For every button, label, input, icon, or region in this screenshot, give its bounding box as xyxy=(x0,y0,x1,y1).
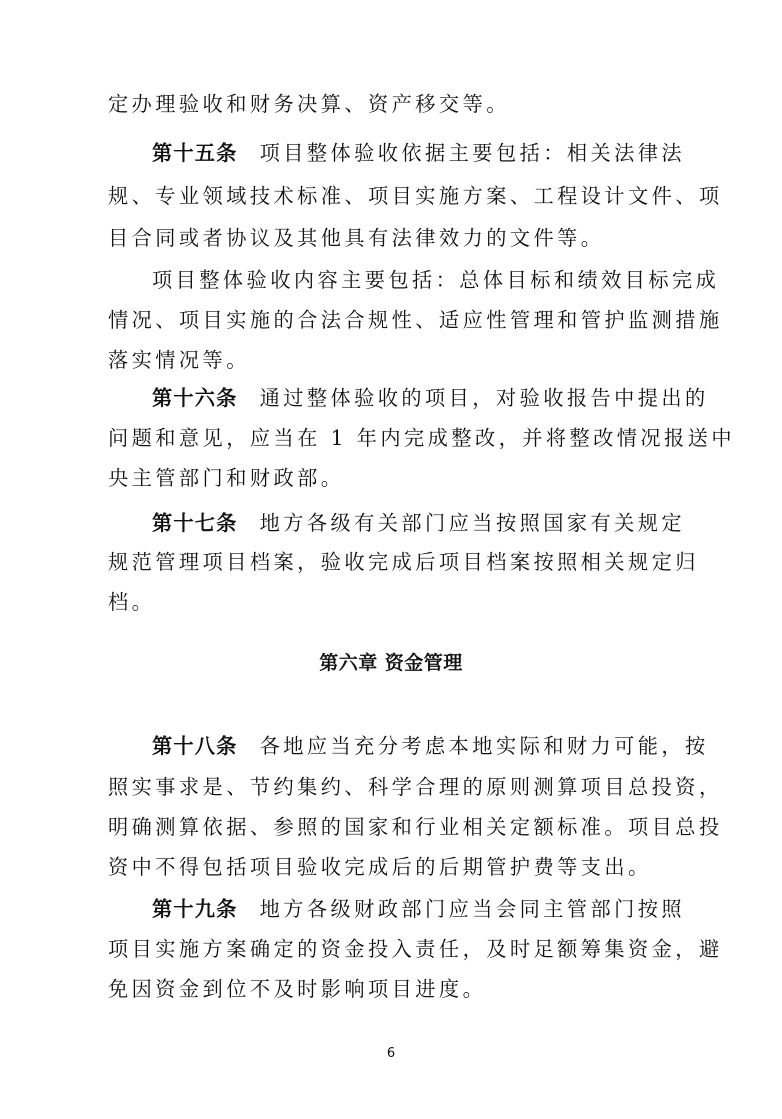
article-17-text-1: 地方各级有关部门应当按照国家有关规定 xyxy=(259,511,686,535)
article-18-line-4: 资中不得包括项目验收完成后的后期管护费等支出。 xyxy=(108,855,652,879)
article-18-text-1: 各地应当充分考虑本地实际和财力可能，按 xyxy=(259,734,709,758)
page-number: 6 xyxy=(386,1046,396,1061)
article-19-text-1: 地方各级财政部门应当会同主管部门按照 xyxy=(259,897,686,921)
article-16-line-3: 央主管部门和财政部。 xyxy=(108,466,345,490)
article-15-line-2: 规、专业领域技术标准、项目实施方案、工程设计文件、项 xyxy=(108,184,723,208)
article-18-line-2: 照实事求是、节约集约、科学合理的原则测算项目总投资， xyxy=(108,775,723,799)
article-16-line-2: 问题和意见，应当在 1 年内完成整改，并将整改情况报送中 xyxy=(108,426,735,450)
article-19-line-2: 项目实施方案确定的资金投入责任，及时足额筹集资金，避 xyxy=(108,937,723,961)
article-19-line-3: 免因资金到位不及时影响项目进度。 xyxy=(108,977,487,1001)
article-19-line-1 xyxy=(152,895,685,923)
continuation-line-1: 定办理验收和财务决算、资产移交等。 xyxy=(108,92,510,116)
article-17-label: 第十七条 xyxy=(152,511,238,535)
article-18-line-3: 明确测算依据、参照的国家和行业相关定额标准。项目总投 xyxy=(108,815,723,839)
article-15-line-1 xyxy=(152,139,685,167)
article-15-label: 第十五条 xyxy=(152,141,238,165)
article-15-para2-line-3: 落实情况等。 xyxy=(108,348,250,372)
article-15-text-1: 项目整体验收依据主要包括：相关法律法 xyxy=(259,141,686,165)
article-15-para2-line-2: 情况、项目实施的合法合规性、适应性管理和管护监测措施 xyxy=(108,308,723,332)
article-16-text-1: 通过整体验收的项目，对验收报告中提出的 xyxy=(259,386,709,410)
chapter-heading: 第六章 资金管理 xyxy=(319,652,463,674)
article-18-line-1 xyxy=(152,732,709,760)
article-18-label: 第十八条 xyxy=(152,734,238,758)
article-17-line-3: 档。 xyxy=(108,590,156,614)
article-16-line-1 xyxy=(152,384,709,412)
article-15-line-3: 目合同或者协议及其他具有法律效力的文件等。 xyxy=(108,226,605,250)
article-16-label: 第十六条 xyxy=(152,386,238,410)
article-15-para2-line-1: 项目整体验收内容主要包括：总体目标和绩效目标完成 xyxy=(152,268,720,292)
article-17-line-2: 规范管理项目档案，验收完成后项目档案按照相关规定归 xyxy=(108,550,699,574)
article-17-line-1 xyxy=(152,509,685,537)
article-19-label: 第十九条 xyxy=(152,897,238,921)
